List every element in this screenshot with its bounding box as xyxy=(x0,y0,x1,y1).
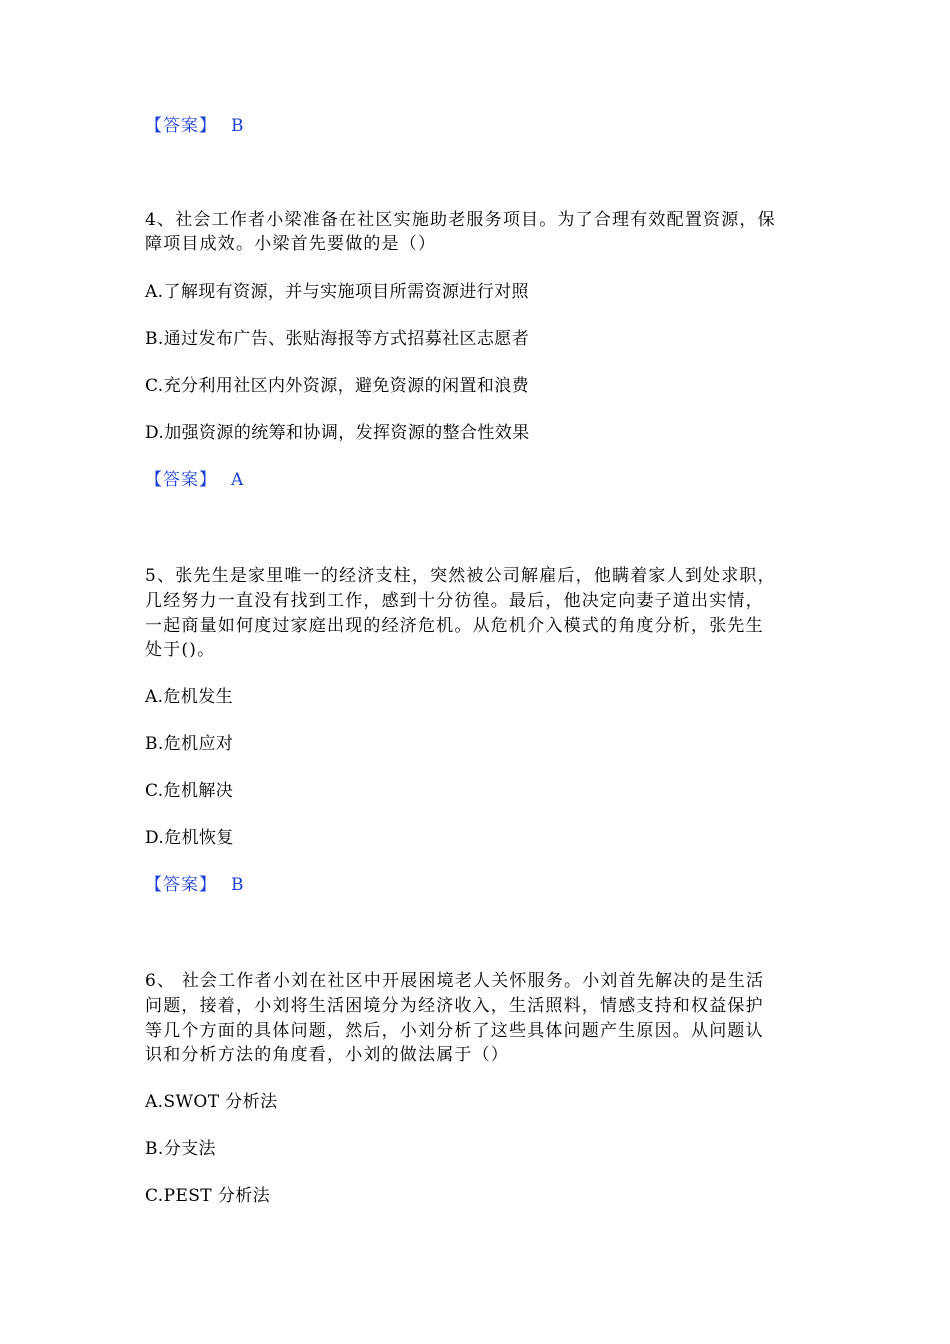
answer-value: B xyxy=(231,875,244,895)
question-4-stem-line-2: 障项目成效。小梁首先要做的是（） xyxy=(145,234,437,254)
question-4-option-c: C.充分利用社区内外资源，避免资源的闲置和浪费 xyxy=(145,376,530,396)
answer-label: 【答案】 xyxy=(145,116,217,136)
answer-value: A xyxy=(231,470,244,490)
answer-q3 xyxy=(145,117,244,135)
question-4-stem-line-1: 4、社会工作者小梁准备在社区实施助老服务项目。为了合理有效配置资源，保 xyxy=(145,210,776,230)
question-6-stem-line-2: 问题，接着，小刘将生活困境分为经济收入，生活照料，情感支持和权益保护 xyxy=(145,996,764,1016)
answer-q5 xyxy=(145,876,244,894)
question-6-stem-line-1: 6、 社会工作者小刘在社区中开展困境老人关怀服务。小刘首先解决的是生活 xyxy=(145,971,765,991)
question-5-option-d: D.危机恢复 xyxy=(145,828,234,848)
question-5-option-b: B.危机应对 xyxy=(145,734,234,754)
question-5-stem-line-3: 一起商量如何度过家庭出现的经济危机。从危机介入模式的角度分析，张先生 xyxy=(145,616,764,636)
question-6-option-b: B.分支法 xyxy=(145,1139,216,1159)
answer-label: 【答案】 xyxy=(145,470,217,490)
question-5-stem-line-1: 5、张先生是家里唯一的经济支柱，突然被公司解雇后，他瞒着家人到处求职， xyxy=(145,566,776,586)
question-4-option-b: B.通过发布广告、张贴海报等方式招募社区志愿者 xyxy=(145,329,530,349)
question-6-option-a: A.SWOT 分析法 xyxy=(145,1092,278,1112)
question-6-stem-line-4: 识和分析方法的角度看，小刘的做法属于（） xyxy=(145,1045,509,1065)
answer-value: B xyxy=(231,116,244,136)
question-6-option-c: C.PEST 分析法 xyxy=(145,1186,271,1206)
answer-q4 xyxy=(145,471,244,489)
question-5-stem-line-2: 几经努力一直没有找到工作，感到十分彷徨。最后，他决定向妻子道出实情， xyxy=(145,591,764,611)
question-4-option-d: D.加强资源的统筹和协调，发挥资源的整合性效果 xyxy=(145,423,530,443)
question-4-option-a: A.了解现有资源，并与实施项目所需资源进行对照 xyxy=(145,282,529,302)
question-5-stem-line-4: 处于()。 xyxy=(145,640,216,660)
question-5-option-c: C.危机解决 xyxy=(145,781,234,801)
question-5-option-a: A.危机发生 xyxy=(145,687,234,707)
answer-label: 【答案】 xyxy=(145,875,217,895)
question-6-stem-line-3: 等几个方面的具体问题，然后，小刘分析了这些具体问题产生原因。从问题认 xyxy=(145,1021,764,1041)
